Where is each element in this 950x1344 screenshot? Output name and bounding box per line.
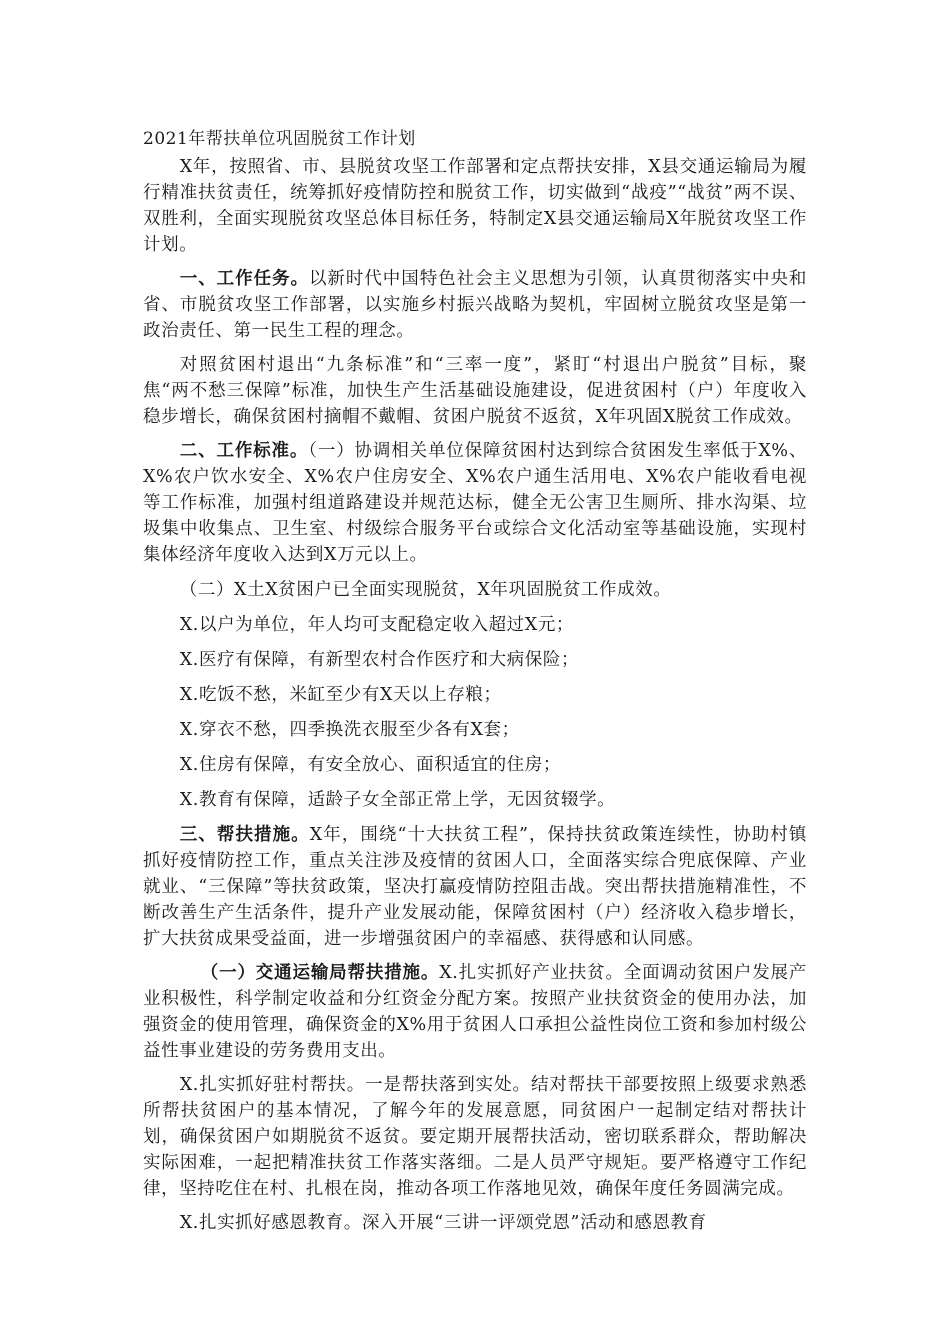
subsection-heading: （一）交通运输局帮扶措施。 — [200, 963, 440, 983]
list-item: X.教育有保障，适龄子女全部正常上学，无因贫辍学。 — [179, 790, 616, 810]
targets-paragraph: 对照贫困村退出“九条标准”和“三率一度”，紧盯“村退出户脱贫”目标，聚焦“两不愁三保障”标准，加快生产生活基础设施建设，促进贫困村（户）年度收入稳步增长，确保贫困村摘帽不戴帽、贫困户脱贫不返贫，X年巩固X脱贫工作成效。 — [143, 355, 807, 427]
document-title: 2021年帮扶单位巩固脱贫工作计划 — [143, 129, 416, 149]
list-item: X.医疗有保障，有新型农村合作医疗和大病保险； — [179, 650, 580, 670]
section-heading: 三、帮扶措施。 — [179, 825, 310, 845]
subsection-body: X.扎实抓好产业扶贫。全面调动贫困户发展产业积极性，科学制定收益和分红资金分配方案。按照产业扶贫资金的使用办法，加强资金的使用管理，确保资金的X%用于贫困人口承担公益性岗位工资和参加村级公益性事业建设的劳务费用支出。 — [143, 963, 807, 1061]
section-work-standards — [143, 438, 807, 568]
list-item: X.以户为单位，年人均可支配稳定收入超过X元； — [179, 615, 575, 635]
section-work-tasks — [143, 266, 807, 344]
section-body: （一）协调相关单位保障贫困村达到综合贫困发生率低于X%、X%农户饮水安全、X%农户住房安全、X%农户通生活用电、X%农户能收看电视等工作标准，加强村组道路建设并规范达标，健全无公害卫生厕所、排水沟渠、垃圾集中收集点、卫生室、村级综合服务平台或综合文化活动室等基础设施，实现村集体经济年度收入达到X万元以上。 — [143, 441, 807, 565]
section-heading: 一、工作任务。 — [179, 269, 309, 289]
list-item: X.穿衣不愁，四季换洗衣服至少各有X套； — [179, 720, 520, 740]
section-assistance-measures — [143, 822, 807, 952]
subsection-paragraph: （二）X土X贫困户已全面实现脱贫，X年巩固脱贫工作成效。 — [179, 580, 672, 600]
transport-bureau-measures — [143, 960, 807, 1064]
list-item: X.住房有保障，有安全放心、面积适宜的住房； — [179, 755, 561, 775]
intro-paragraph: X年，按照省、市、县脱贫攻坚工作部署和定点帮扶安排，X县交通运输局为履行精准扶贫责任，统筹抓好疫情防控和脱贫工作，切实做到“战疫”“战贫”两不误、双胜利，全面实现脱贫攻坚总体目标任务，特制定X县交通运输局X年脱贫攻坚工作计划。 — [143, 157, 807, 255]
section-heading: 二、工作标准。 — [179, 441, 309, 461]
document-page — [143, 124, 807, 1244]
gratitude-education-paragraph: X.扎实抓好感恩教育。深入开展“三讲一评颂党恩”活动和感恩教育 — [179, 1213, 707, 1233]
list-item: X.吃饭不愁，米缸至少有X天以上存粮； — [179, 685, 502, 705]
section-body: 以新时代中国特色社会主义思想为引领，认真贯彻落实中央和省、市脱贫攻坚工作部署，以实施乡村振兴战略为契机，牢固树立脱贫攻坚是第一政治责任、第一民生工程的理念。 — [143, 269, 807, 341]
section-body: X年，围绕“十大扶贫工程”，保持扶贫政策连续性，协助村镇抓好疫情防控工作，重点关注涉及疫情的贫困人口，全面落实综合兜底保障、产业就业、“三保障”等扶贫政策，坚决打赢疫情防控阻击战。突出帮扶措施精准性，不断改善生产生活条件，提升产业发展动能，保障贫困村（户）经济收入稳步增长，扩大扶贫成果受益面，进一步增强贫困户的幸福感、获得感和认同感。 — [143, 825, 808, 949]
village-assistance-paragraph: X.扎实抓好驻村帮扶。一是帮扶落到实处。结对帮扶干部要按照上级要求熟悉所帮扶贫困户的基本情况，了解今年的发展意愿，同贫困户一起制定结对帮扶计划，确保贫困户如期脱贫不返贫。要定期开展帮扶活动，密切联系群众，帮助解决实际困难，一起把精准扶贫工作落实落细。二是人员严守规矩。要严格遵守工作纪律，坚持吃住在村、扎根在岗，推动各项工作落地见效，确保年度任务圆满完成。 — [143, 1075, 807, 1199]
